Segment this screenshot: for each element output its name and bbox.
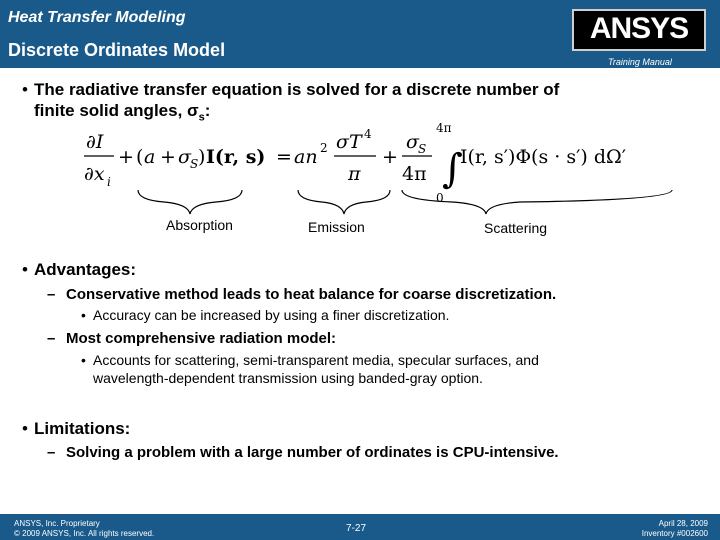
eq-lhs-numerator: ∂I <box>86 131 104 153</box>
slide-title: Discrete Ordinates Model <box>8 40 226 60</box>
eq-sigma-sub: S <box>190 157 199 171</box>
limitations-heading: Limitations: <box>34 419 131 438</box>
eq-sigma: σ <box>178 146 191 168</box>
advantage-1-text: Conservative method leads to heat balance for coarse discretization. <box>66 286 557 303</box>
scattering-label: Scattering <box>484 220 548 236</box>
eq-an: an <box>294 146 318 168</box>
advantage-2-detail-line1: Accounts for scattering, semi-transparent media, specular surfaces, and <box>93 352 539 368</box>
footer-inventory: Inventory #002600 <box>641 529 708 538</box>
advantage-1-detail-text: Accuracy can be increased by using a finer discretization. <box>93 307 450 323</box>
advantage-2-detail-line2: wavelength-dependent transmission using banded-gray option. <box>93 370 483 386</box>
eq-emission-denominator: π <box>348 163 361 185</box>
absorption-label: Absorption <box>166 217 233 233</box>
limitation-1-text: Solving a problem with a large number of ordinates is CPU-intensive. <box>66 444 559 461</box>
eq-intensity: I(r, s) <box>206 146 266 168</box>
eq-integral-upper: 4π <box>436 121 452 135</box>
eq-paren-open: ( <box>136 146 144 168</box>
eq-scatter-numerator: σ <box>406 131 419 153</box>
rte-line2-colon: : <box>204 101 211 120</box>
eq-fourth-power: 4 <box>364 127 372 141</box>
eq-integral-sign: ∫ <box>442 146 463 192</box>
eq-emission-numerator: σT <box>336 131 362 153</box>
eq-integrand: I(r, s′)Φ(s · s′) dΩ′ <box>460 146 627 168</box>
advantage-2-text: Most comprehensive radiation model: <box>66 330 337 347</box>
bullet-limitations <box>22 419 131 439</box>
eq-lhs-denominator: ∂x <box>84 163 105 185</box>
footer-copyright: © 2009 ANSYS, Inc. All rights reserved. <box>14 529 155 538</box>
rte-line2-text: finite solid angles, σ <box>34 101 199 120</box>
bullet-dot: • <box>81 352 86 368</box>
emission-brace <box>298 190 390 214</box>
bullet-dot: • <box>81 307 86 323</box>
eq-plus-2: + <box>160 146 176 168</box>
training-manual-tag: Training Manual <box>608 57 672 67</box>
eq-scatter-denominator: 4π <box>402 163 427 185</box>
bullet-dot: • <box>22 80 28 99</box>
header-bar <box>0 0 720 68</box>
eq-paren-close: ) <box>198 146 206 168</box>
advantage-2-detail <box>81 351 539 387</box>
course-title: Heat Transfer Modeling <box>8 9 186 26</box>
footer-bar <box>0 514 720 540</box>
eq-plus-1: + <box>118 146 134 168</box>
footer-proprietary: ANSYS, Inc. Proprietary <box>14 519 100 528</box>
advantage-item-1 <box>47 286 557 303</box>
dash-marker: – <box>47 330 56 347</box>
dash-marker: – <box>47 286 56 303</box>
footer-right <box>642 519 708 539</box>
eq-scatter-sub: S <box>418 142 427 156</box>
eq-integral-lower: 0 <box>436 191 444 205</box>
absorption-brace <box>138 190 242 214</box>
eq-a: a <box>144 146 156 168</box>
rte-equation <box>80 118 680 230</box>
footer-date: April 28, 2009 <box>658 519 708 528</box>
dash-marker: – <box>47 444 56 461</box>
rte-line2-subscript: s <box>198 111 205 124</box>
limitation-item-1 <box>47 444 559 461</box>
bullet-rte-line1: The radiative transfer equation is solved for a discrete number of <box>34 80 560 99</box>
bullet-advantages <box>22 260 137 280</box>
bullet-dot: • <box>22 260 28 279</box>
footer-left <box>14 519 154 539</box>
eq-square: 2 <box>320 141 328 155</box>
eq-equals: = <box>276 146 292 168</box>
advantage-1-detail <box>81 306 450 324</box>
advantages-heading: Advantages: <box>34 260 137 279</box>
page-number: 7-27 <box>346 523 367 534</box>
bullet-dot: • <box>22 419 28 438</box>
eq-plus-3: + <box>382 146 398 168</box>
ansys-logo: ANSYS <box>572 9 706 51</box>
bullet-rte <box>22 80 560 124</box>
eq-lhs-subscript: i <box>107 175 111 189</box>
advantage-item-2 <box>47 330 337 347</box>
emission-label: Emission <box>308 219 365 235</box>
